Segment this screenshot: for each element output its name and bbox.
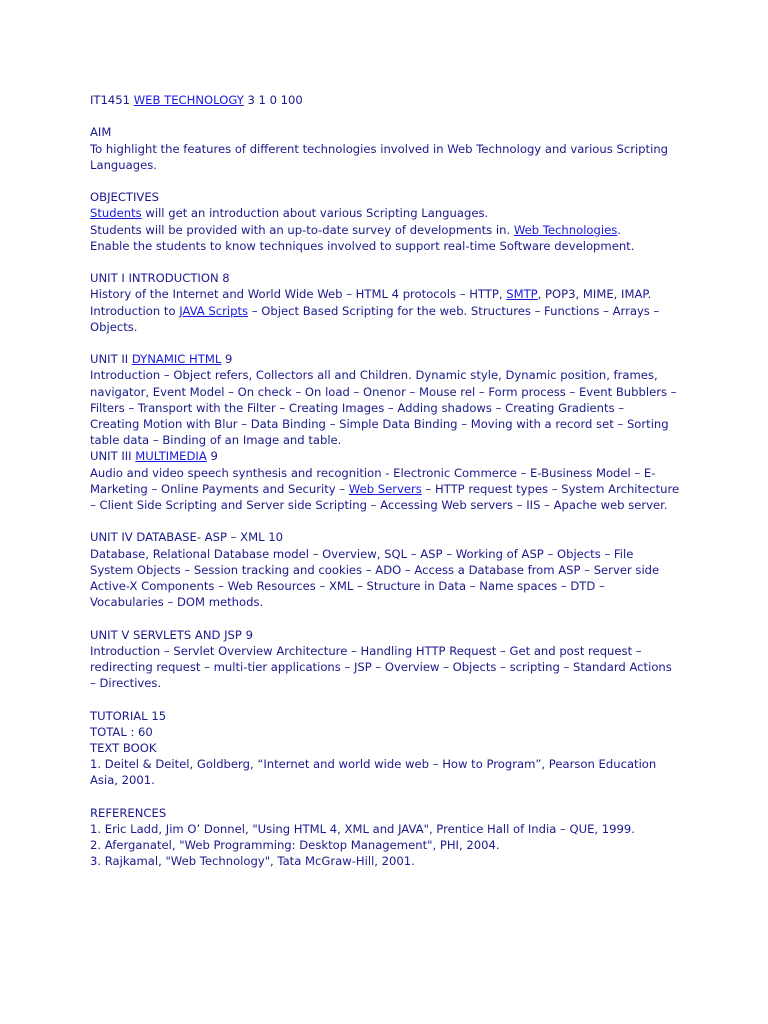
unit4-heading: UNIT IV DATABASE- ASP – XML 10	[90, 530, 283, 545]
objective-text: will get an introduction about various Scripting Languages.	[141, 206, 489, 221]
objectives-heading: OBJECTIVES	[90, 190, 160, 205]
course-header	[90, 92, 690, 108]
smtp-link[interactable]: SMTP	[506, 287, 538, 302]
unit2-heading	[90, 351, 690, 367]
unit1-line: Objects.	[90, 319, 138, 334]
objective-line	[90, 222, 690, 238]
textbook-heading: TEXT BOOK	[90, 741, 157, 756]
spacer	[90, 513, 690, 529]
course-code: IT1451	[90, 93, 131, 107]
unit3-heading-text: UNIT III	[90, 449, 136, 464]
aim-line: Languages.	[90, 157, 157, 172]
spacer	[90, 173, 690, 189]
reference-item: 2. Aferganatel, "Web Programming: Desktop Management", PHI, 2004.	[90, 838, 500, 853]
course-credits: 3 1 0 100	[247, 93, 303, 107]
web-technologies-link[interactable]: Web Technologies	[513, 222, 618, 237]
unit4-line: Vocabularies – DOM methods.	[90, 595, 264, 610]
unit5-line: redirecting request – multi-tier applications – JSP – Overview – Objects – scripting – Standard Actions	[90, 660, 672, 675]
multimedia-link[interactable]: MULTIMEDIA	[135, 449, 207, 464]
unit2-line: table data – Binding of an Image and table.	[90, 433, 342, 448]
unit2-heading-text: UNIT II	[90, 352, 132, 367]
unit1-line	[90, 286, 690, 302]
unit5-line: – Directives.	[90, 676, 162, 691]
unit1-text: , POP3, MIME, IMAP.	[537, 287, 652, 302]
unit4-line: System Objects – Session tracking and cookies – ADO – Access a Database from ASP – Server side	[90, 562, 660, 577]
total-hours: TOTAL : 60	[90, 724, 153, 739]
references-heading: REFERENCES	[90, 805, 167, 820]
objective-line: Enable the students to know techniques involved to support real-time Software development.	[90, 238, 635, 253]
textbook-line: 1. Deitel & Deitel, Goldberg, “Internet and world wide web – How to Program”, Pearson Education	[90, 757, 657, 772]
spacer	[90, 335, 690, 351]
unit1-text: History of the Internet and World Wide Web – HTML 4 protocols – HTTP,	[90, 287, 507, 302]
unit2-line: navigator, Event Model – On check – On load – Onenor – Mouse rel – Form process – Event Bubblers –	[90, 384, 677, 399]
students-link[interactable]: Students	[90, 206, 142, 221]
unit1-text: Introduction to	[90, 303, 180, 318]
syllabus-document	[90, 92, 690, 870]
unit3-heading	[90, 448, 690, 464]
unit3-heading-text: 9	[206, 449, 218, 464]
unit2-line: Creating Motion with Blur – Data Binding – Simple Data Binding – Moving with a record set – Sorting	[90, 417, 669, 431]
aim-line: To highlight the features of different technologies involved in Web Technology and various Scripting	[90, 141, 669, 156]
unit2-line: Introduction – Object refers, Collectors all and Children. Dynamic style, Dynamic position, frames,	[90, 368, 658, 383]
objective-line	[90, 205, 690, 221]
spacer	[90, 610, 690, 626]
unit2-line: Filters – Transport with the Filter – Creating Images – Adding shadows – Creating Gradients –	[90, 400, 625, 415]
aim-heading: AIM	[90, 125, 112, 140]
objective-text: .	[617, 222, 621, 237]
unit5-heading: UNIT V SERVLETS AND JSP 9	[90, 627, 253, 642]
tutorial-hours: TUTORIAL 15	[90, 708, 167, 723]
spacer	[90, 789, 690, 805]
unit3-text: Marketing – Online Payments and Security –	[90, 481, 349, 496]
unit3-line: Audio and video speech synthesis and recognition - Electronic Commerce – E-Business Model – E-	[90, 465, 656, 480]
web-servers-link[interactable]: Web Servers	[348, 481, 422, 496]
unit4-line: Active-X Components – Web Resources – XML – Structure in Data – Name spaces – DTD –	[90, 579, 605, 594]
web-technology-link[interactable]: WEB TECHNOLOGY	[133, 93, 244, 107]
reference-item: 1. Eric Ladd, Jim O’ Donnel, "Using HTML 4, XML and JAVA", Prentice Hall of India – QUE, 1999.	[90, 822, 635, 837]
unit1-heading: UNIT I INTRODUCTION 8	[90, 271, 230, 286]
objective-text: Students will be provided with an up-to-date survey of developments in.	[90, 222, 514, 237]
unit1-line	[90, 303, 690, 319]
unit1-text: – Object Based Scripting for the web. Structures – Functions – Arrays –	[248, 303, 660, 318]
unit3-line: – Client Side Scripting and Server side Scripting – Accessing Web servers – IIS – Apache web server.	[90, 498, 668, 513]
unit2-heading-text: 9	[221, 352, 233, 367]
spacer	[90, 108, 690, 124]
unit4-line: Database, Relational Database model – Overview, SQL – ASP – Working of ASP – Objects – File	[90, 546, 634, 561]
spacer	[90, 691, 690, 707]
reference-item: 3. Rajkamal, "Web Technology", Tata McGraw-Hill, 2001.	[90, 854, 415, 869]
unit3-text: – HTTP request types – System Architecture	[421, 481, 680, 496]
spacer	[90, 254, 690, 270]
unit5-line: Introduction – Servlet Overview Architecture – Handling HTTP Request – Get and post request –	[90, 643, 642, 658]
java-scripts-link[interactable]: JAVA Scripts	[179, 303, 249, 318]
dynamic-html-link[interactable]: DYNAMIC HTML	[131, 352, 222, 367]
textbook-line: Asia, 2001.	[90, 773, 155, 788]
unit3-line	[90, 481, 690, 497]
